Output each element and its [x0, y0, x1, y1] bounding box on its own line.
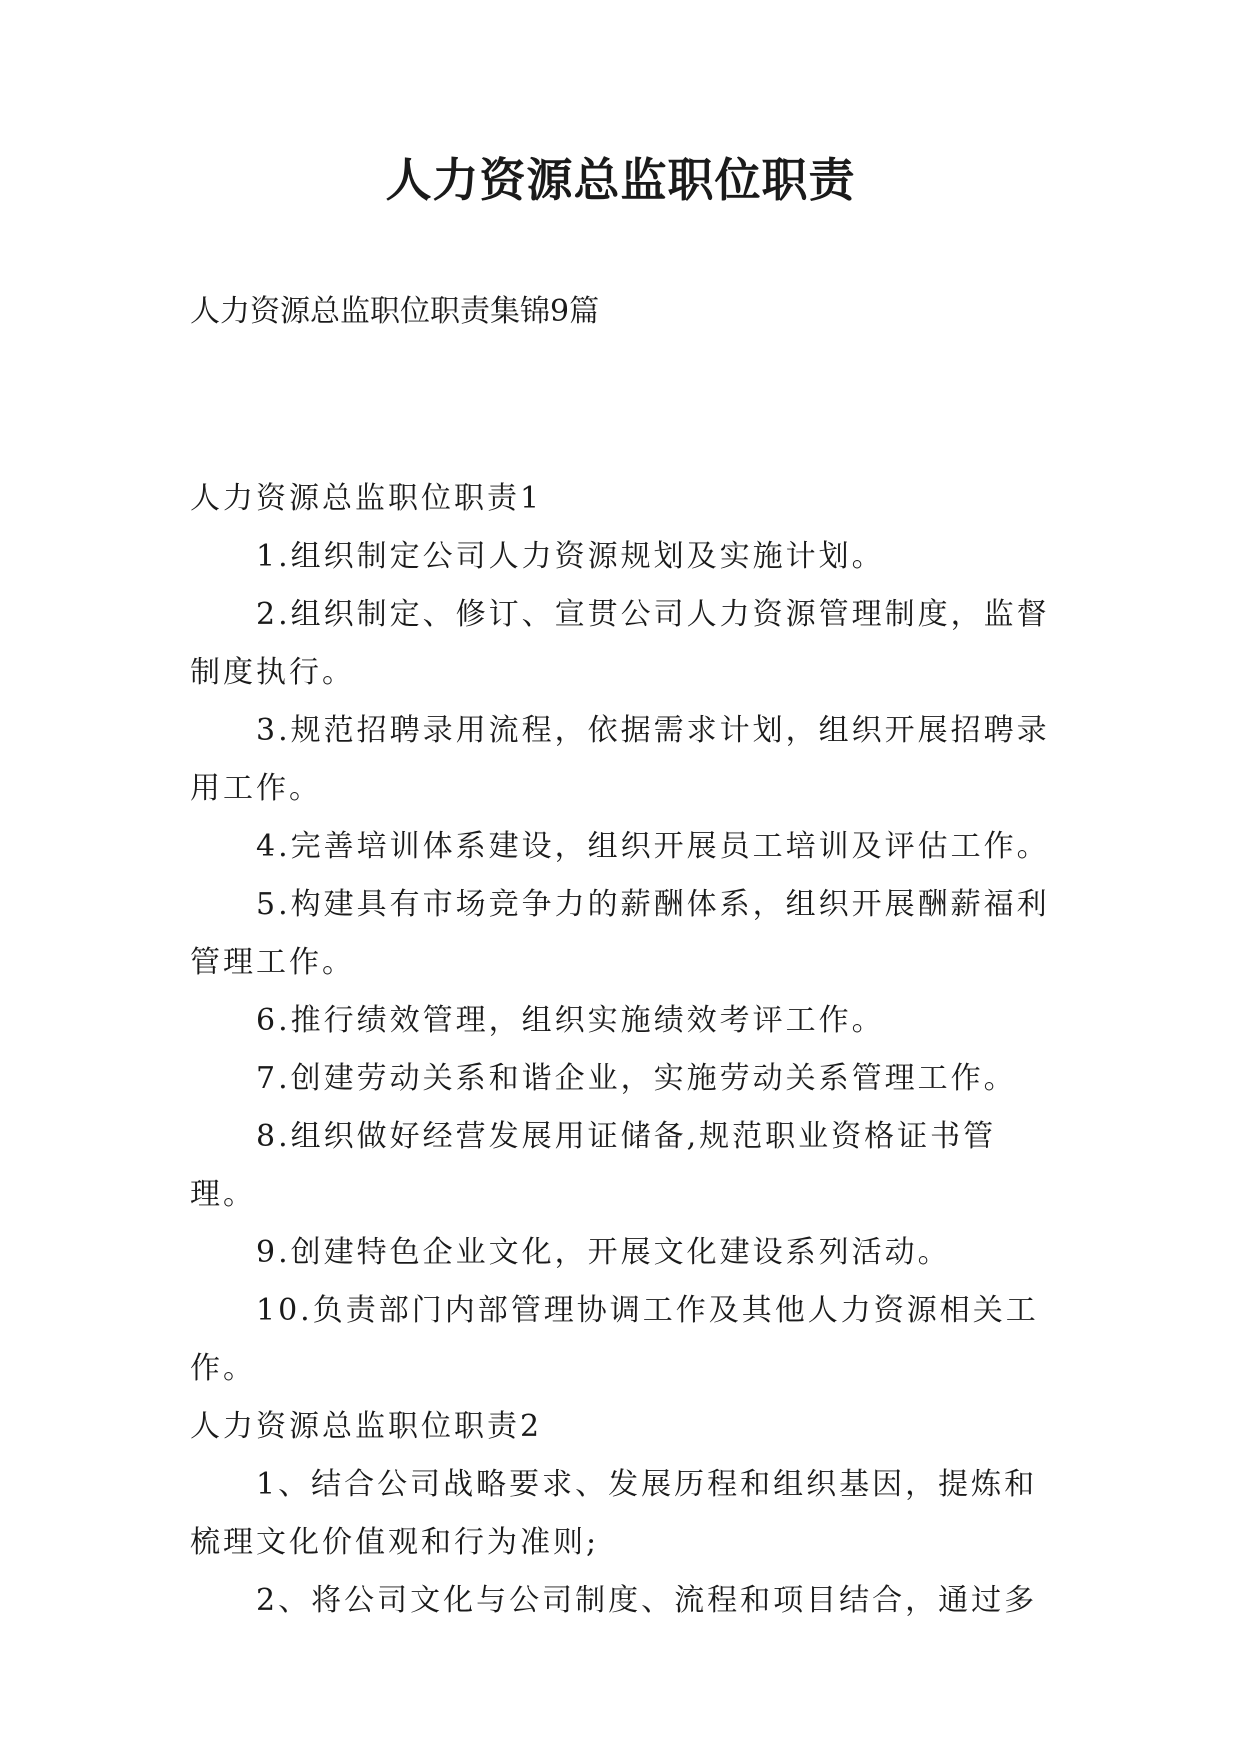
- duty-item: 7.创建劳动关系和谐企业，实施劳动关系管理工作。: [256, 1061, 1017, 1096]
- duty-item: 2、将公司文化与公司制度、流程和项目结合，通过多: [256, 1583, 1038, 1618]
- section-heading: 人力资源总监职位职责1: [190, 481, 543, 516]
- duty-item: 9.创建特色企业文化，开展文化建设系列活动。: [256, 1235, 951, 1270]
- duty-item: 4.完善培训体系建设，组织开展员工培训及评估工作。: [256, 829, 1050, 864]
- duty-item: 6.推行绩效管理，组织实施绩效考评工作。: [256, 1003, 885, 1038]
- duty-item: 8.组织做好经营发展用证储备,规范职业资格证书管理。: [190, 1119, 997, 1212]
- duty-item: 1、结合公司战略要求、发展历程和组织基因，提炼和梳理文化价值观和行为准则;: [190, 1467, 1038, 1560]
- duty-item: 10.负责部门内部管理协调工作及其他人力资源相关工作。: [190, 1293, 1039, 1386]
- duty-item: 2.组织制定、修订、宣贯公司人力资源管理制度，监督制度执行。: [190, 597, 1050, 690]
- document-title: 人力资源总监职位职责: [385, 153, 856, 207]
- duty-item: 1.组织制定公司人力资源规划及实施计划。: [256, 539, 885, 574]
- document-body: [190, 470, 1060, 1630]
- document-subtitle: 人力资源总监职位职责集锦9篇: [190, 294, 600, 329]
- duty-item: 3.规范招聘录用流程，依据需求计划，组织开展招聘录用工作。: [190, 713, 1050, 806]
- section-heading: 人力资源总监职位职责2: [190, 1409, 543, 1444]
- duty-item: 5.构建具有市场竞争力的薪酬体系，组织开展酬薪福利管理工作。: [190, 887, 1050, 980]
